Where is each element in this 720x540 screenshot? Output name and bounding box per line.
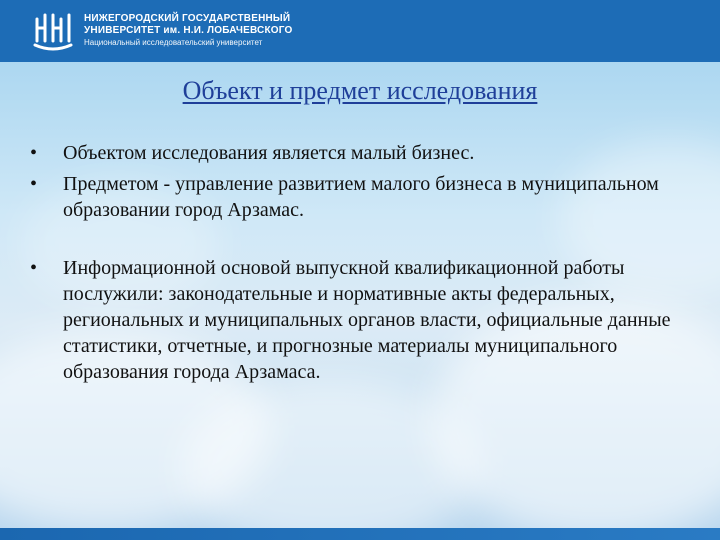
- bullet-marker: •: [30, 173, 38, 195]
- unn-logo-icon: [32, 11, 74, 53]
- university-subtitle: Национальный исследовательский университет: [84, 38, 263, 47]
- bullet-item: [30, 255, 700, 385]
- university-name-line-2: УНИВЕРСИТЕТ им. Н.И. ЛОБАЧЕВСКОГО: [84, 25, 293, 36]
- bullet-text: Объектом исследования является малый бизнес.: [63, 142, 475, 164]
- bullet-item: [30, 171, 700, 223]
- university-name: [84, 13, 292, 48]
- bottom-bar: [0, 528, 720, 540]
- university-name-line-1: НИЖЕГОРОДСКИЙ ГОСУДАРСТВЕННЫЙ: [84, 13, 291, 24]
- bullet-marker: •: [30, 257, 38, 279]
- bullet-text: Информационной основой выпускной квалификационной работы послужили: законодательные и нормативные акты федеральных, региональных и муниципальных органов власти, официальные данные статистики, отчетные, и прогнозные материалы муниципального образования города Арзамаса.: [63, 257, 671, 383]
- bullet-marker: •: [30, 142, 38, 164]
- bullet-item: [30, 140, 700, 166]
- bullet-text: Предметом - управление развитием малого бизнеса в муниципальном образовании город Арзамас.: [63, 173, 659, 221]
- bullet-list: [30, 140, 700, 385]
- slide-title: Объект и предмет исследования: [182, 76, 538, 105]
- university-header: [0, 0, 720, 62]
